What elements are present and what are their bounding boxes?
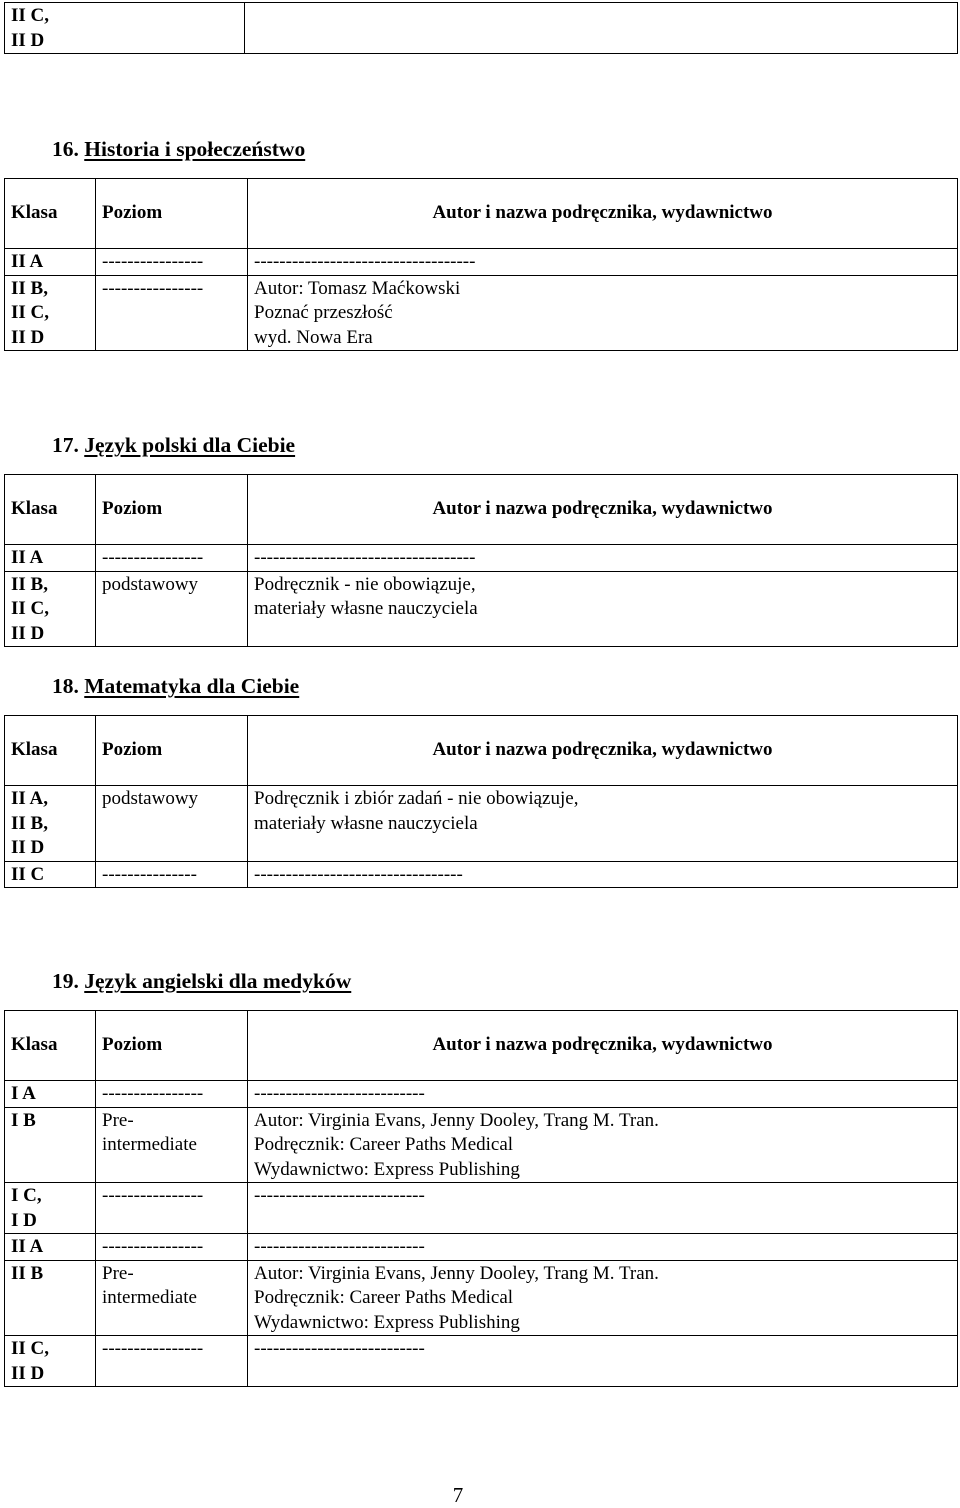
- autor-cell: [248, 1081, 958, 1108]
- autor-line: wyd. Nowa Era: [254, 326, 373, 348]
- poziom-cell: [96, 861, 248, 888]
- autor-cell: [248, 545, 958, 572]
- table-row: [5, 571, 958, 647]
- autor-line: -----------------------------------: [254, 547, 476, 568]
- klasa-cell: [5, 249, 96, 276]
- autor-cell: [248, 1107, 958, 1183]
- poziom-cell: [96, 1260, 248, 1336]
- section-number: 18.: [52, 674, 79, 698]
- autor-line: Podręcznik: Career Paths Medical: [254, 1287, 514, 1308]
- poziom-cell: [96, 786, 248, 862]
- autor-line: Autor: Tomasz Maćkowski: [254, 277, 461, 299]
- poziom-line: ----------------: [102, 1185, 204, 1206]
- klasa-line: II D: [11, 326, 45, 348]
- poziom-line: Pre-: [102, 1262, 134, 1284]
- empty-cell: [245, 3, 958, 54]
- autor-line: ---------------------------: [254, 1338, 425, 1359]
- autor-cell: [248, 1183, 958, 1234]
- poziom-line: podstawowy: [102, 573, 199, 595]
- header-autor: Autor i nazwa podręcznika, wydawnictwo: [248, 716, 958, 786]
- klasa-line: I D: [11, 1209, 37, 1231]
- poziom-cell: [96, 545, 248, 572]
- autor-line: materiały własne nauczyciela: [254, 598, 478, 619]
- section-heading-17: [52, 433, 295, 458]
- autor-line: ---------------------------: [254, 1236, 425, 1257]
- poziom-cell: [96, 1234, 248, 1261]
- klasa-line: II D: [11, 837, 45, 858]
- table-row: [5, 1081, 958, 1108]
- autor-cell: [248, 1336, 958, 1387]
- table-row: [5, 1336, 958, 1387]
- poziom-line: ---------------: [102, 863, 197, 885]
- poziom-cell: [96, 249, 248, 276]
- klasa-line: II B,: [11, 277, 48, 299]
- poziom-line: ----------------: [102, 547, 204, 568]
- klasa-cell: [5, 1260, 96, 1336]
- autor-line: Podręcznik i zbiór zadań - nie obowiązuje,: [254, 788, 579, 809]
- klasa-cell: [5, 1234, 96, 1261]
- klasa-line: I C,: [11, 1185, 42, 1206]
- klasa-line: II C,: [11, 1338, 50, 1359]
- section-number: 17.: [52, 433, 79, 457]
- poziom-line: ----------------: [102, 1083, 204, 1104]
- table-row: [5, 786, 958, 862]
- klasa-line: II B,: [11, 812, 48, 834]
- autor-line: Autor: Virginia Evans, Jenny Dooley, Trang M. Tran.: [254, 1109, 659, 1131]
- header-poziom: Poziom: [96, 179, 248, 249]
- autor-cell: [248, 861, 958, 888]
- table-row: [5, 545, 958, 572]
- table-header-row: [5, 716, 958, 786]
- section-heading-18: [52, 674, 299, 699]
- header-klasa: Klasa: [5, 179, 96, 249]
- klasa-cell: [5, 1107, 96, 1183]
- header-autor: Autor i nazwa podręcznika, wydawnictwo: [248, 179, 958, 249]
- klasa-line: I A: [11, 1083, 36, 1104]
- header-poziom: Poziom: [96, 1011, 248, 1081]
- header-klasa: Klasa: [5, 475, 96, 545]
- table-matematyka: [4, 715, 958, 888]
- klasa-line: II C,: [11, 598, 50, 619]
- autor-cell: [248, 1260, 958, 1336]
- klasa-line: II D: [11, 29, 45, 51]
- klasa-line: II A: [11, 547, 44, 568]
- poziom-line: ----------------: [102, 277, 204, 299]
- klasa-line: I B: [11, 1109, 36, 1131]
- klasa-line: II D: [11, 622, 45, 644]
- klasa-line: II A: [11, 1236, 44, 1257]
- poziom-line: intermediate: [102, 1287, 197, 1308]
- section-number: 16.: [52, 137, 79, 161]
- poziom-line: Pre-: [102, 1109, 134, 1131]
- klasa-cell: [5, 275, 96, 351]
- header-autor: Autor i nazwa podręcznika, wydawnictwo: [248, 1011, 958, 1081]
- table-row: [5, 861, 958, 888]
- header-klasa: Klasa: [5, 1011, 96, 1081]
- autor-cell: [248, 786, 958, 862]
- klasa-line: II D: [11, 1362, 45, 1384]
- section-title: Matematyka dla Ciebie: [84, 674, 300, 698]
- header-autor: Autor i nazwa podręcznika, wydawnictwo: [248, 475, 958, 545]
- klasa-line: II C,: [11, 5, 50, 26]
- klasa-line: II A: [11, 251, 44, 272]
- table-row: [5, 1107, 958, 1183]
- klasa-cell: [5, 786, 96, 862]
- poziom-line: podstawowy: [102, 788, 199, 809]
- autor-cell: [248, 249, 958, 276]
- section-number: 19.: [52, 969, 79, 993]
- table-jezyk-angielski: [4, 1010, 958, 1387]
- autor-cell: [248, 1234, 958, 1261]
- autor-line: materiały własne nauczyciela: [254, 812, 478, 834]
- klasa-line: II B: [11, 1262, 44, 1284]
- poziom-line: ----------------: [102, 1236, 204, 1257]
- klasa-line: II A,: [11, 788, 48, 809]
- table-historia: [4, 178, 958, 351]
- poziom-line: ----------------: [102, 251, 204, 272]
- autor-line: ---------------------------------: [254, 863, 463, 885]
- table-row: [5, 1183, 958, 1234]
- section-title: Język polski dla Ciebie: [84, 433, 296, 457]
- autor-line: Poznać przeszłość: [254, 302, 393, 323]
- poziom-cell: [96, 1183, 248, 1234]
- table-row: [5, 1260, 958, 1336]
- poziom-line: ----------------: [102, 1338, 204, 1359]
- page-number: 7: [452, 1483, 464, 1507]
- table-row: [5, 249, 958, 276]
- klasa-cell: [5, 1183, 96, 1234]
- autor-cell: [248, 275, 958, 351]
- previous-table-fragment: [4, 2, 958, 54]
- section-title: Język angielski dla medyków: [84, 969, 352, 993]
- klasa-cell: [5, 861, 96, 888]
- autor-line: ---------------------------: [254, 1083, 425, 1104]
- autor-line: Podręcznik - nie obowiązuje,: [254, 573, 476, 595]
- section-heading-16: [52, 137, 305, 162]
- autor-line: -----------------------------------: [254, 251, 476, 272]
- poziom-line: intermediate: [102, 1134, 197, 1155]
- table-header-row: [5, 179, 958, 249]
- table-header-row: [5, 1011, 958, 1081]
- klasa-line: II B,: [11, 573, 48, 595]
- autor-cell: [248, 571, 958, 647]
- table-row: [5, 275, 958, 351]
- poziom-cell: [96, 275, 248, 351]
- section-heading-19: [52, 969, 351, 994]
- header-poziom: Poziom: [96, 475, 248, 545]
- klasa-cell: [5, 3, 245, 54]
- klasa-line: II C,: [11, 302, 50, 323]
- poziom-cell: [96, 571, 248, 647]
- table-jezyk-polski: [4, 474, 958, 647]
- klasa-cell: [5, 545, 96, 572]
- autor-line: Autor: Virginia Evans, Jenny Dooley, Trang M. Tran.: [254, 1262, 659, 1284]
- poziom-cell: [96, 1081, 248, 1108]
- header-poziom: Poziom: [96, 716, 248, 786]
- klasa-cell: [5, 1081, 96, 1108]
- poziom-cell: [96, 1336, 248, 1387]
- autor-line: Podręcznik: Career Paths Medical: [254, 1134, 514, 1155]
- section-title: Historia i społeczeństwo: [84, 137, 306, 161]
- autor-line: ---------------------------: [254, 1185, 425, 1206]
- klasa-cell: [5, 1336, 96, 1387]
- header-klasa: Klasa: [5, 716, 96, 786]
- table-row: [5, 1234, 958, 1261]
- table-header-row: [5, 475, 958, 545]
- autor-line: Wydawnictwo: Express Publishing: [254, 1311, 520, 1333]
- poziom-cell: [96, 1107, 248, 1183]
- klasa-line: II C: [11, 863, 45, 885]
- table-row: [5, 3, 958, 54]
- klasa-cell: [5, 571, 96, 647]
- autor-line: Wydawnictwo: Express Publishing: [254, 1158, 520, 1180]
